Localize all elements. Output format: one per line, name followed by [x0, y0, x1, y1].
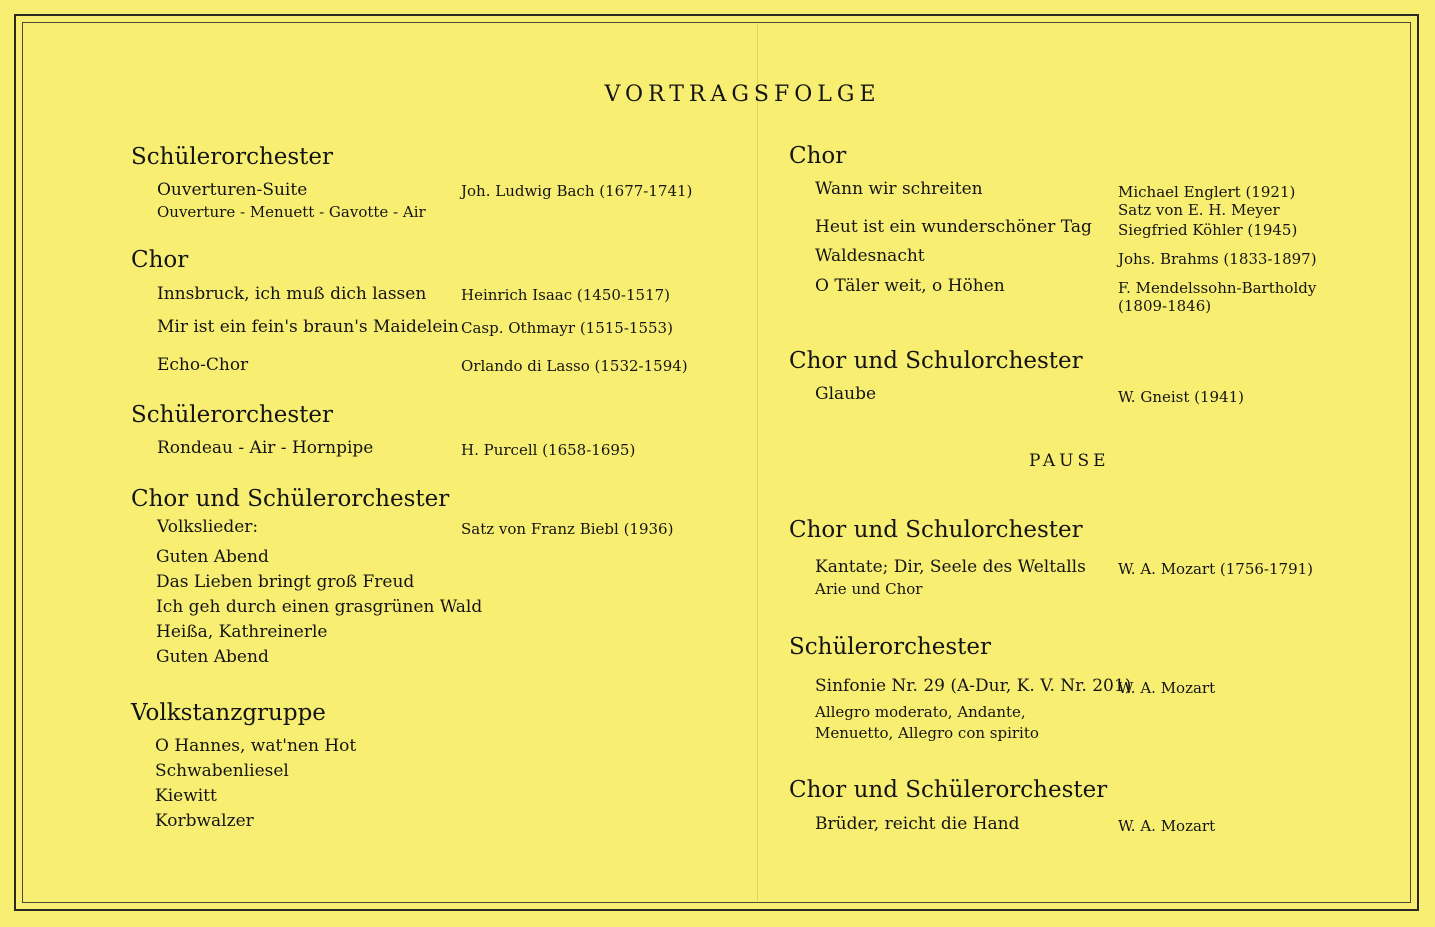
piece-title: Heut ist ein wunderschöner Tag [815, 217, 1092, 237]
piece-title: Brüder, reicht die Hand [815, 814, 1020, 834]
song-title: Ich geh durch einen grasgrünen Wald [156, 597, 483, 617]
composer: Satz von Franz Biebl (1936) [461, 520, 674, 538]
dance-title: Kiewitt [155, 786, 217, 806]
composer: Casp. Othmayr (1515-1553) [461, 319, 673, 337]
song-title: Heißa, Kathreinerle [156, 622, 328, 642]
section-heading: Schülerorchester [789, 634, 992, 660]
arranger: Satz von E. H. Meyer [1118, 201, 1280, 219]
piece-title: Rondeau - Air - Hornpipe [157, 438, 374, 458]
piece-title: Wann wir schreiten [815, 179, 983, 199]
piece-title: Volkslieder: [157, 517, 259, 537]
piece-title: Ouverturen-Suite [157, 180, 308, 200]
dance-title: Korbwalzer [155, 811, 254, 831]
section-heading: Chor [131, 247, 189, 273]
composer: W. A. Mozart [1118, 817, 1216, 835]
section-heading: Chor und Schülerorchester [131, 486, 450, 512]
piece-title: Innsbruck, ich muß dich lassen [157, 284, 427, 304]
piece-movements: Arie und Chor [815, 580, 923, 598]
dance-title: O Hannes, wat'nen Hot [155, 736, 357, 756]
song-title: Guten Abend [156, 547, 269, 567]
piece-movements: Ouverture - Menuett - Gavotte - Air [157, 203, 426, 221]
composer: Johs. Brahms (1833-1897) [1118, 250, 1317, 268]
composer: W. A. Mozart [1118, 679, 1216, 697]
composer: Orlando di Lasso (1532-1594) [461, 357, 688, 375]
song-title: Das Lieben bringt groß Freud [156, 572, 415, 592]
piece-title: O Täler weit, o Höhen [815, 276, 1005, 296]
piece-title: Mir ist ein fein's braun's Maidelein [157, 317, 459, 337]
page-fold [757, 24, 758, 901]
intermission-label: PAUSE [1029, 451, 1110, 471]
piece-movements: Allegro moderato, Andante, [815, 703, 1026, 721]
piece-title: Sinfonie Nr. 29 (A-Dur, K. V. Nr. 201) [815, 676, 1132, 696]
composer: Heinrich Isaac (1450-1517) [461, 286, 671, 304]
composer: H. Purcell (1658-1695) [461, 441, 636, 459]
section-heading: Schülerorchester [131, 144, 334, 170]
composer-years: (1809-1846) [1118, 297, 1212, 315]
composer: W. A. Mozart (1756-1791) [1118, 560, 1314, 578]
piece-title: Glaube [815, 384, 877, 404]
section-heading: Schülerorchester [131, 402, 334, 428]
composer: W. Gneist (1941) [1118, 388, 1245, 406]
piece-title: Echo-Chor [157, 355, 249, 375]
piece-movements: Menuetto, Allegro con spirito [815, 724, 1039, 742]
song-title: Guten Abend [156, 647, 269, 667]
dance-title: Schwabenliesel [155, 761, 289, 781]
section-heading: Chor und Schulorchester [789, 348, 1083, 374]
section-heading: Chor und Schülerorchester [789, 777, 1108, 803]
composer: F. Mendelssohn-Bartholdy [1118, 279, 1317, 297]
page-title: VORTRAGSFOLGE [604, 82, 881, 107]
section-heading: Volkstanzgruppe [131, 700, 326, 726]
composer: Michael Englert (1921) [1118, 183, 1296, 201]
piece-title: Kantate; Dir, Seele des Weltalls [815, 557, 1086, 577]
piece-title: Waldesnacht [815, 246, 925, 266]
composer: Joh. Ludwig Bach (1677-1741) [461, 182, 693, 200]
composer: Siegfried Köhler (1945) [1118, 221, 1298, 239]
section-heading: Chor [789, 143, 847, 169]
section-heading: Chor und Schulorchester [789, 517, 1083, 543]
